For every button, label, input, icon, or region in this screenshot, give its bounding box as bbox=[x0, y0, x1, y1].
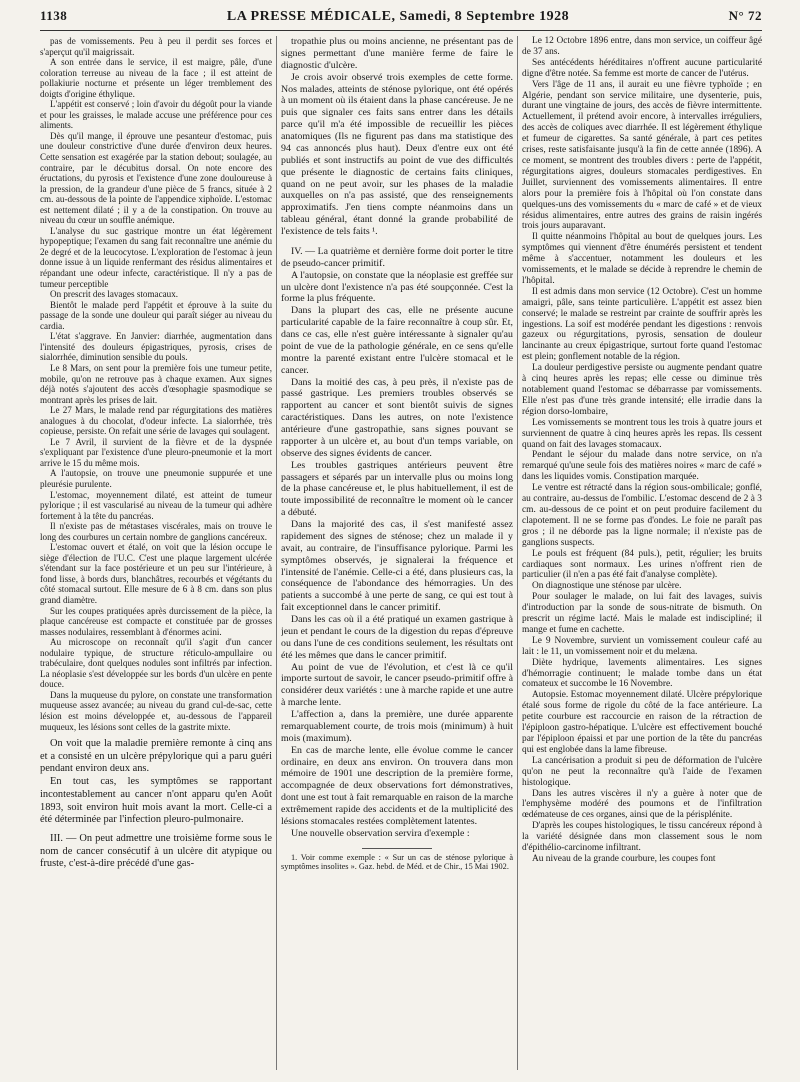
paragraph: Dans la moitié des cas, à peu près, il n'existe pas de passé gastrique. Les premiers troubles observés se rapportent au cancer et sont bientôt suivis de signes caractéristiques. Dans les autres, on note l'existence antérieure d'une gastropathie, sans signes pouvant se rapporter à un ulcère et, au bout d'un temps variable, on observe des signes évidents de cancer. bbox=[281, 376, 513, 459]
paragraph: Au niveau de la grande courbure, les coupes font bbox=[532, 853, 716, 864]
paragraph: pas de vomissements. Peu à peu il perdit ses forces et s'aperçut qu'il maigrissait. bbox=[40, 36, 272, 57]
paragraph: Au point de vue de l'évolution, et c'est là ce qu'il importe surtout de savoir, le cancer pseudo-primitif offre à considérer deux variétés : une à marche rapide et une autre à marche lente. bbox=[281, 661, 513, 709]
page-header bbox=[40, 8, 762, 30]
paragraph: On voit que la maladie première remonte à cinq ans et a consisté en un ulcère prépylorique qui a paru guéri pendant environ deux ans. bbox=[40, 738, 272, 775]
paragraph: A l'autopsie, on constate que la néoplasie est greffée sur un ulcère dont l'existence n'a pas été soupçonnée. C'est la forme la plus fréquente. bbox=[281, 269, 513, 305]
paragraph: Dès qu'il mange, il éprouve une pesanteur d'estomac, puis une douleur constrictive d'une durée d'environ deux heures. Cette sensation est exagérée par la station debout; soulagée, au contraire, par le décubitus dorsal. On note encore des éructations, du pyrosis et l'existence d'une zone douloureuse à la pression, de la grandeur d'une pièce de 5 francs, située à 2 cm. au-dessous de la pointe de l'appendice xiphoïde. L'estomac est nettement dilaté ; il y a de la constipation. On trouve au niveau du cœur un souffle anémique. bbox=[40, 130, 272, 226]
header-rule bbox=[40, 30, 762, 31]
paragraph: Il est admis dans mon service (12 Octobre). C'est un homme amaigri, pâle, sans teinte particulière. L'appétit est assez bien conservé; le malade se restreint par crainte de souffrir après les ingestions. La soif est modérée pendant les digestions : renvois gazeux ou régurgitations, pyrosis, sensation de douleur lancinante au creux épigastrique, surtout forte quand l'estomac est plein; gonflement notable de la région. bbox=[522, 286, 762, 363]
column-3 bbox=[522, 36, 762, 1070]
footnote-rule bbox=[362, 848, 432, 849]
paragraph: Dans la muqueuse du pylore, on constate une transformation muqueuse assez avancée; au niveau du grand cul-de-sac, cette lésion est moins développée et, au-dessous de l'appareil muqueux, les lésions sont celles de la gastrite mixte. bbox=[40, 689, 272, 732]
footnote: 1. Voir comme exemple : « Sur un cas de sténose pylorique à symptômes insolites ». Gaz. hebd. de Méd. et de Chir., 15 Mai 1902. bbox=[281, 852, 513, 872]
paragraph: L'estomac, moyennement dilaté, est atteint de tumeur pylorique ; il est vascularisé au niveau de la tumeur qui adhère fortement à la tête du pancréas. bbox=[40, 489, 272, 521]
paragraph: Dans la plupart des cas, elle ne présente aucune particularité capable de la faire reconnaître à coup sûr. Et, dans ce cas, elle n'est guère intéressante à signaler qu'au point de vue de la pathologie générale, en ce sens qu'elle montre la parenté existant entre l'ulcère stomacal et le cancer. bbox=[281, 305, 513, 376]
paragraph: Dans la majorité des cas, il s'est manifesté assez rapidement des signes de sténose; chez un malade il y avait, au contraire, de l'insuffisance pylorique. Parmi les symptômes observés, je signalerai la fréquence et l'intensité de l'anémie. Celle-ci a été, dans plusieurs cas, la conséquence de l'abondance des hémorragies. Un des patients a succombé à une perte de sang, ce qui est tout à fait exceptionnel dans le cancer primitif. bbox=[281, 519, 513, 614]
paragraph: Pendant le séjour du malade dans notre service, on n'a remarqué qu'une seule fois des matières noires « marc de café » dans les liquides vomis. Constipation marquée. bbox=[522, 450, 762, 483]
paragraph: Le 27 Mars, le malade rend par régurgitations des matières analogues à du chocolat, d'odeur infecte. La sialorrhée, très copieuse, persiste. On refait une série de lavages qui soulagent. bbox=[40, 405, 272, 437]
paragraph: A l'autopsie, on trouve une pneumonie suppurée et une pleurésie purulente. bbox=[40, 468, 272, 489]
paragraph: L'état s'aggrave. En Janvier: diarrhée, augmentation dans l'intensité des douleurs épigastriques, pyrosis, crises de sialorrhée, diminution sensible du pouls. bbox=[40, 331, 272, 363]
column-2 bbox=[281, 36, 513, 1070]
paragraph: La douleur perdigestive persiste ou augmente pendant quatre à cinq heures après les repas; elle cesse ou diminue très notablement quand l'estomac se débarrasse par vomissements. Elle n'est pas d'une très grande intensité; elle irradie dans la région dorso-lombaire, bbox=[522, 363, 762, 417]
paragraph: Le 12 Octobre 1896 entre, dans mon service, un coiffeur âgé de 37 ans. bbox=[522, 36, 762, 57]
paragraph: L'affection a, dans la première, une durée apparente remarquablement courte, de trois mois (minimum) à huit mois (maximum). bbox=[281, 709, 513, 744]
paragraph: Au microscope on reconnaît qu'il s'agit d'un cancer nodulaire typique, de structure réticulo-ampullaire ou trabéculaire, dont quelques nodules sont infiltrés par infection. La néoplasie s'est développée sur les bords d'un ulcère en pente douce. bbox=[40, 637, 272, 690]
paragraph: Sur les coupes pratiquées après durcissement de la pièce, la plaque cancéreuse est compacte et constituée par de grosses masses nodulaires, ressemblant à d'énormes acini. bbox=[40, 605, 272, 637]
paragraph: On diagnostique une sténose par ulcère. bbox=[532, 581, 682, 592]
column-divider bbox=[276, 36, 277, 1070]
paragraph: Ses antécédents héréditaires n'offrent aucune particularité digne d'être notée. Sa femme est morte de cancer de l'utérus. bbox=[522, 57, 762, 79]
paragraph: En tout cas, les symptômes se rapportant incontestablement au cancer n'ont apparu qu'en Août 1893, soit environ huit mois avant la mort. Celle-ci a été déterminée par l'infection pleuro-pulmonaire. bbox=[40, 776, 272, 826]
paragraph: D'après les coupes histologiques, le tissu cancéreux répond à la variété désignée dans mon classement sous le nom d'épithélio-carcinome infiltrant. bbox=[522, 821, 762, 854]
journal-title: LA PRESSE MÉDICALE, Samedi, 8 Septembre 1928 bbox=[226, 9, 570, 24]
paragraph: Les troubles gastriques antérieurs peuvent être passagers et séparés par un intervalle plus ou moins long de la phase cancéreuse et, le plus habituellement, il est de toute impossibilité de reconnaître le moment où le cancer a débuté. bbox=[281, 459, 513, 519]
paragraph: Les vomissements se montrent tous les trois à quatre jours et surviennent de quatre à cinq heures après les repas. Ils cessent quand on fait des lavages stomacaux. bbox=[522, 417, 762, 450]
paragraph: La cancérisation a produit si peu de déformation de l'ulcère qu'on ne peut la reconnaître qu'à l'aide de l'examen histologique. bbox=[522, 755, 762, 788]
paragraph: On prescrit des lavages stomacaux. bbox=[50, 289, 179, 300]
paragraph: Je crois avoir observé trois exemples de cette forme. Nos malades, atteints de sténose pylorique, ont été opérés à un moment où ils étaient dans la phase cancéreuse. Je ne puis que signaler ces faits sans entrer dans les détails parce qu'il m'a été impossible de recueillir les pièces anatomiques (Ils ne figurent pas dans ma statistique des 94 cas annoncés plus haut). Deux d'entre eux ont été publiés et sont instructifs au point de vue des difficultés que présente le diagnostic de certains faits cliniques, quand on ne peut avoir, sur les phases de la maladie auxquelles on n'a pas assisté, que des renseignements approximatifs. J'en tiens compte néanmoins dans un tableau général, étant donné la grande probabilité de l'existence de tels faits ¹. bbox=[281, 71, 513, 237]
paragraph: Le pouls est fréquent (84 puls.), petit, régulier; les bruits cardiaques sont normaux. Les urines n'offrent rien de particulier (il n'en a pas été fait d'analyse complète). bbox=[522, 548, 762, 581]
page-number: 1138 bbox=[40, 8, 68, 23]
paragraph: Diète hydrique, lavements alimentaires. Les signes d'hémorragie continuent; le malade tombe dans un état comateux et succombe le 16 Novembre. bbox=[522, 657, 762, 690]
paragraph: Il n'existe pas de métastases viscérales, mais on trouve le long des courbures un certain nombre de ganglions cancéreux. bbox=[40, 521, 272, 542]
paragraph: Bientôt le malade perd l'appétit et éprouve à la suite du passage de la sonde une douleur qui paraît siéger au niveau du cardia. bbox=[40, 299, 272, 331]
paragraph: Le ventre est rétracté dans la région sous-ombilicale; gonflé, au contraire, au-dessus de l'ombilic. L'estomac descend de 2 à 3 cm. au-dessous de ce point et on peut produire facilement du clapotement. Il ne se forme pas d'ondes. Le foie ne paraît pas gros ; il ne déborde pas la ligne normale; il n'existe pas de ganglions suspects. bbox=[522, 483, 762, 548]
paragraph: Vers l'âge de 11 ans, il aurait eu une fièvre typhoïde ; en Algérie, pendant son service militaire, une dysenterie, puis, durant une vingtaine de jours, des accès de fièvre intermittente. Actuellement, il prétend avoir encore, à intervalles irréguliers, des accès de coliques avec diarrhée. Il est légèrement éthylique et fumeur de cigarettes. Sa santé générale, à part ces petites crises, reste satisfaisante jusqu'à la fin de cette année (1896). A ce moment, se montrent des troubles divers : perte de l'appétit, régurgitations aigres, douleurs stomacales perdigestives. En Juillet, surviennent des vomissements alimentaires. Il entre alors pour la première fois à l'hôpital où l'on constate dans quelques-uns des vomissements du « marc de café » et de vieux résidus alimentaires, entre autres des grains de raisin ingérés trois jours auparavant. bbox=[522, 79, 762, 232]
column-divider bbox=[517, 36, 518, 1070]
column-1 bbox=[40, 36, 272, 1070]
paragraph: A son entrée dans le service, il est maigre, pâle, d'une coloration terreuse au niveau de la face ; il est atteint de pollakiurie nocturne et présente un léger tremblement des doigts d'origine éthylique. bbox=[40, 57, 272, 99]
section-paragraph: IV. — La quatrième et dernière forme doit porter le titre de pseudo-cancer primitif. bbox=[281, 245, 513, 269]
paragraph: Autopsie. Estomac moyennement dilaté. Ulcère prépylorique étalé sous forme de rigole du côté de la face antérieure. La petite courbure est raccourcie en raison de la rétraction de l'épiploon gastro-hépatique. L'ulcère est effectivement bouché par l'épiploon épaissi et par une portion de la tête du pancréas qui est englobée dans la lame fibreuse. bbox=[522, 690, 762, 755]
paragraph: Dans les cas où il a été pratiqué un examen gastrique à jeun et pendant le cours de la digestion du repas d'épreuve ou dans l'une de ces conditions seulement, les résultats ont été les mêmes que dans le cancer primitif. bbox=[281, 614, 513, 661]
issue-number: N° 72 bbox=[728, 8, 762, 23]
paragraph: tropathie plus ou moins ancienne, ne présentant pas de signes permettant d'une manière ferme de faire le diagnostic d'ulcère. bbox=[281, 36, 513, 71]
section-paragraph: III. — On peut admettre une troisième forme sous le nom de cancer consécutif à un ulcère dit atypique ou fruste, c'est-à-dire précédé d'une gas- bbox=[40, 832, 272, 870]
paragraph: Le 7 Avril, il survient de la fièvre et de la dyspnée s'expliquant par l'existence d'une pleuro-pneumonie et la mort arrive le 15 du même mois. bbox=[40, 436, 272, 468]
paragraph: L'appétit est conservé ; loin d'avoir du dégoût pour la viande et pour les graisses, le malade accuse une préférence pour ces aliments. bbox=[40, 99, 272, 131]
paragraph: Le 9 Novembre, survient un vomissement couleur café au lait : le 11, un vomissement noir et du melæna. bbox=[522, 635, 762, 657]
paragraph: Il quitte néanmoins l'hôpital au bout de quelques jours. Les symptômes qui viennent d'être énumérés persistent et tendent même à s'accentuer, notamment les douleurs et les vomissements, et le malade se décide à reprendre le chemin de l'hôpital. bbox=[522, 232, 762, 286]
paragraph: Dans les autres viscères il n'y a guère à noter que de l'emphysème modéré des poumons et de l'infiltration œdémateuse de ces organes, ainsi que de la périsplénite. bbox=[522, 788, 762, 821]
paragraph: Pour soulager le malade, on lui fait des lavages, suivis d'introduction par la sonde de sous-nitrate de bismuth. On prescrit un régime lacté. Mais le malade est indiscipliné; il mange et fume en cachette. bbox=[522, 592, 762, 635]
paragraph: Le 8 Mars, on sent pour la première fois une tumeur petite, mobile, qu'on ne retrouve pas à chaque examen. Aux signes déjà notés s'ajoutent des accès d'œsophagie spasmodique se montrant après les prises de lait. bbox=[40, 362, 272, 405]
paragraph: En cas de marche lente, elle évolue comme le cancer ordinaire, en deux ans environ. On trouvera dans mon mémoire de 1901 une description de la première forme, accompagnée de deux observations fort démonstratives, dont une est tout à fait remarquable en raison de la marche extrêmement rapide des accidents et de la multiplicité des lésions stomacales restées complètement latentes. bbox=[281, 744, 513, 827]
paragraph: Une nouvelle observation servira d'exemple : bbox=[291, 827, 470, 839]
paragraph: L'analyse du suc gastrique montre un état légèrement hypopeptique; l'examen du sang fait reconnaître une anémie du 2e degré et de la leucocytose. L'exploration de l'estomac à jeun donne issue à un liquide renfermant des résidus alimentaires et répandant une odeur infecte, caractéristique. Il n'y a pas de tumeur perceptible bbox=[40, 225, 272, 289]
paragraph: L'estomac ouvert et étalé, on voit que la lésion occupe le siège d'élection de l'U.C. C'est une plaque largement ulcérée s'étendant sur la face postérieure et un peu sur l'intérieure, à fond lisse, à bords durs, blanchâtres, recourbés et végétants du côté stomacal surtout. Elle mesure de 6 à 8 cm. dans son plus grand diamètre. bbox=[40, 542, 272, 605]
